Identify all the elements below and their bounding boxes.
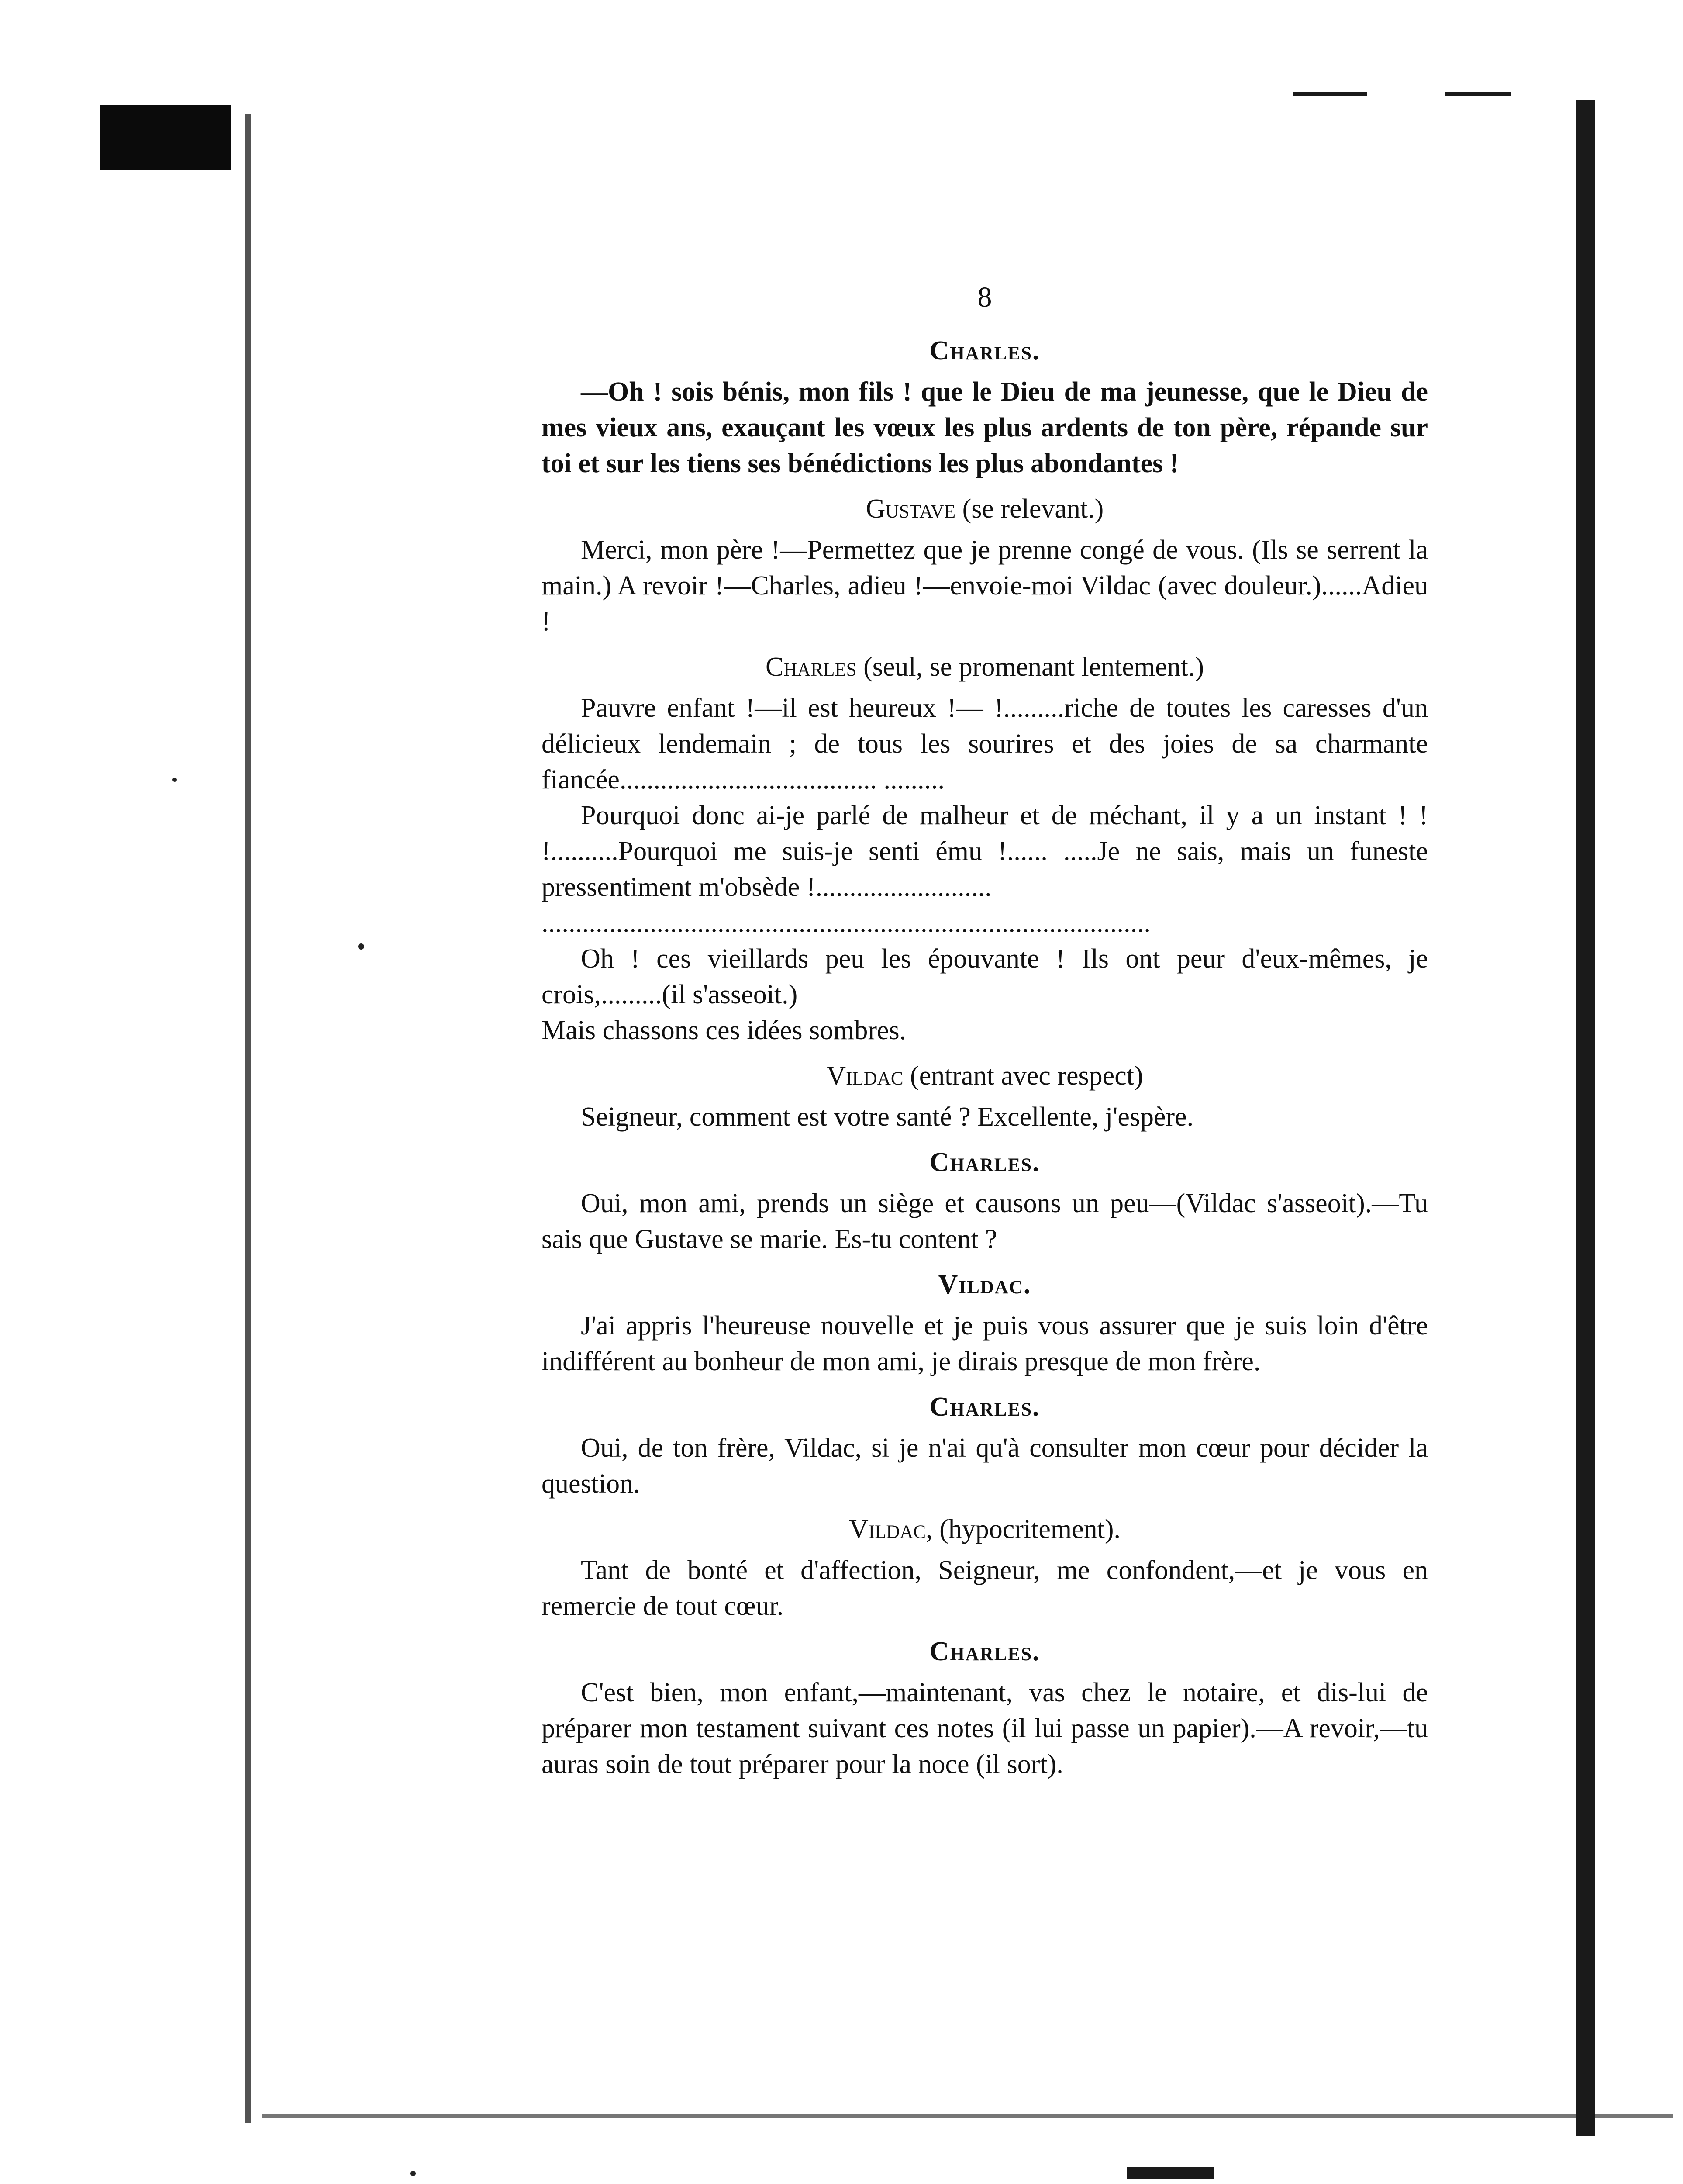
scan-top-mark bbox=[1293, 92, 1367, 96]
dialogue-paragraph: Oui, de ton frère, Vildac, si je n'ai qu'à consulter mon cœur pour décider la question. bbox=[541, 1433, 1428, 1499]
scan-speck bbox=[358, 943, 364, 950]
speaker-name: Gustave bbox=[866, 494, 956, 524]
speaker-heading bbox=[541, 1634, 1428, 1669]
speaker-name: Charles. bbox=[929, 336, 1040, 366]
dialogue-paragraph: Oh ! ces vieillards peu les épouvante ! Ils ont peur d'eux-mêmes, je crois,.........(il s'asseoit.) bbox=[541, 944, 1428, 1009]
speaker-name: Charles. bbox=[929, 1637, 1040, 1666]
page-content bbox=[541, 333, 1428, 1782]
dialogue-paragraph: Tant de bonté et d'affection, Seigneur, me confondent,—et je vous en remercie de tout cœur. bbox=[541, 1555, 1428, 1621]
speaker-name: Vildac. bbox=[938, 1270, 1031, 1299]
speaker-name: Charles. bbox=[929, 1147, 1040, 1177]
speaker-name: Charles bbox=[766, 652, 857, 682]
stage-direction: (se relevant.) bbox=[955, 494, 1104, 524]
document-page bbox=[541, 280, 1428, 1782]
scan-left-edge bbox=[245, 114, 251, 2123]
speaker-heading bbox=[541, 1511, 1428, 1547]
dialogue-paragraph: .......................................................................................... bbox=[541, 908, 1151, 938]
speaker-heading bbox=[541, 491, 1428, 527]
speaker-heading bbox=[541, 333, 1428, 369]
dialogue-paragraph: Pauvre enfant !—il est heureux !— !.........riche de toutes les caresses d'un délicieux lendemain ; de tous les sourires et des joies de sa charmante fiancée...................................... ......... bbox=[541, 693, 1428, 795]
speaker-heading bbox=[541, 1058, 1428, 1094]
speaker-name: Vildac bbox=[826, 1061, 904, 1091]
dialogue-paragraph: Merci, mon père !—Permettez que je prenne congé de vous. (Ils se serrent la main.) A revoir !—Charles, adieu !—envoie-moi Vildac (avec douleur.)......Adieu ! bbox=[541, 535, 1428, 636]
scan-speck bbox=[410, 2171, 416, 2176]
dialogue-paragraph: Pourquoi donc ai-je parlé de malheur et de méchant, il y a un instant ! ! !..........Pourquoi me suis-je senti ému !...... .....Je ne sais, mais un funeste pressentiment m'obsède !.......................... bbox=[541, 801, 1428, 902]
speaker-heading bbox=[541, 1389, 1428, 1425]
scan-bottom-edge bbox=[262, 2114, 1673, 2118]
scan-bottom-mark bbox=[1127, 2167, 1214, 2179]
dialogue-paragraph: Mais chassons ces idées sombres. bbox=[541, 1016, 907, 1045]
page-number: 8 bbox=[977, 281, 992, 313]
scan-top-mark bbox=[1445, 92, 1511, 96]
dialogue-paragraph: Seigneur, comment est votre santé ? Excellente, j'espère. bbox=[581, 1102, 1194, 1132]
speaker-name: Charles. bbox=[929, 1392, 1040, 1422]
dialogue-paragraph: —Oh ! sois bénis, mon fils ! que le Dieu de ma jeunesse, que le Dieu de mes vieux ans, exauçant les vœux les plus ardents de ton père, répande sur toi et sur les tiens ses bénédictions les plus abondantes ! bbox=[541, 377, 1428, 478]
stage-direction: (entrant avec respect) bbox=[903, 1061, 1143, 1091]
speaker-heading bbox=[541, 1144, 1428, 1180]
scan-right-binding bbox=[1576, 100, 1595, 2136]
stage-direction: (hypocritement). bbox=[932, 1514, 1121, 1544]
dialogue-paragraph: C'est bien, mon enfant,—maintenant, vas chez le notaire, et dis-lui de préparer mon testament suivant ces notes (il lui passe un papier).—A revoir,—tu auras soin de tout préparer pour la noce (il sort). bbox=[541, 1678, 1428, 1779]
scan-speck bbox=[172, 778, 177, 782]
stage-direction: (seul, se promenant lentement.) bbox=[856, 652, 1204, 682]
dialogue-paragraph: Oui, mon ami, prends un siège et causons un peu—(Vildac s'asseoit).—Tu sais que Gustave se marie. Es-tu content ? bbox=[541, 1189, 1428, 1254]
scan-dark-corner bbox=[100, 105, 231, 170]
speaker-heading bbox=[541, 649, 1428, 685]
dialogue-paragraph: J'ai appris l'heureuse nouvelle et je puis vous assurer que je suis loin d'être indifférent au bonheur de mon ami, je dirais presque de mon frère. bbox=[541, 1311, 1428, 1376]
speaker-name: Vildac, bbox=[848, 1514, 933, 1544]
speaker-heading bbox=[541, 1267, 1428, 1303]
